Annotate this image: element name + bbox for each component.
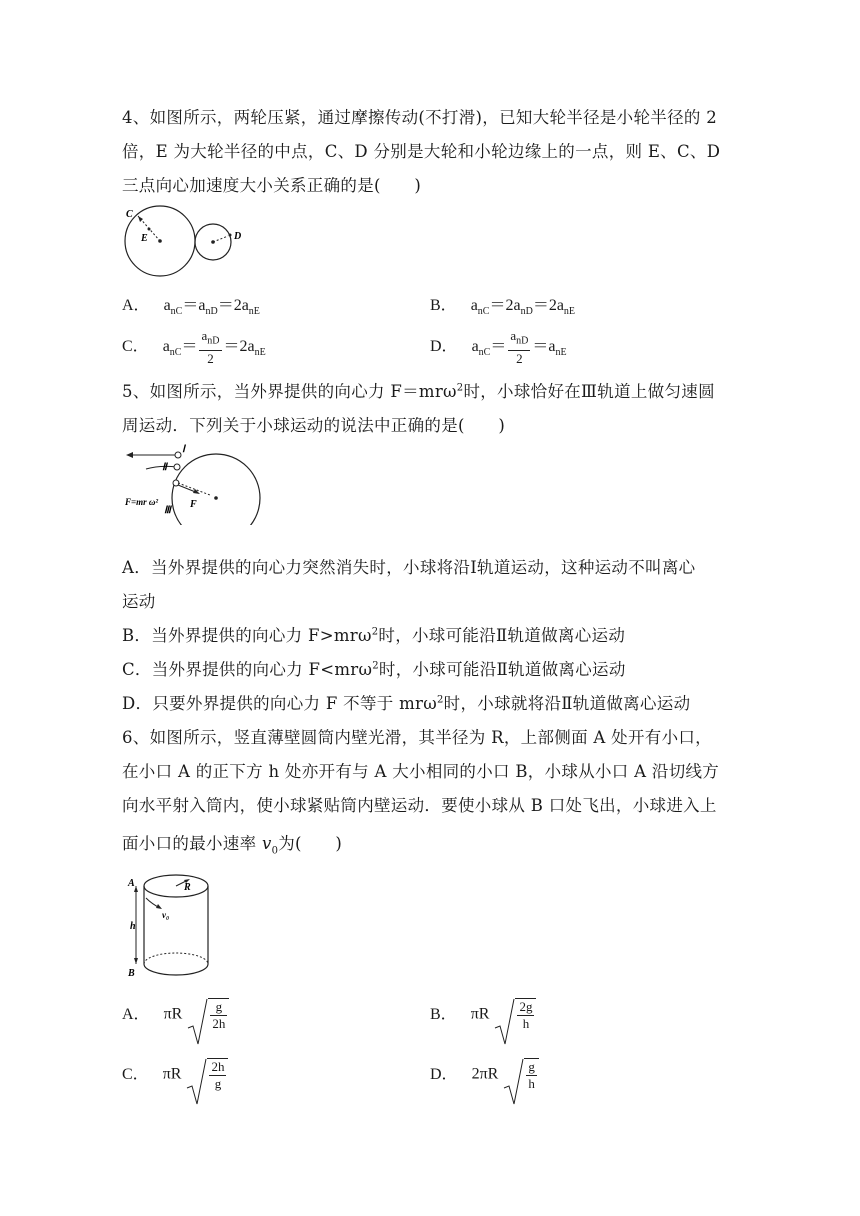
q5-option-a-line-1[interactable]: A．当外界提供的向心力突然消失时，小球将沿Ⅰ轨道运动，这种运动不叫离心 [122,558,696,577]
svg-text:R: R [184,882,191,893]
svg-text:Ⅲ: Ⅲ [164,505,171,516]
svg-text:v₀: v₀ [162,910,170,920]
q6-stem-line-4: 面小口的最小速率 $v_0$为( ) [122,834,343,857]
fraction: $\frac{a_{nD}}{2}$ [510,328,529,366]
q5-option-c[interactable]: C．当外界提供的向心力 F<mrω$^2$时，小球可能沿Ⅱ轨道做离心运动 [122,660,626,679]
q4-option-c[interactable]: C． $a_{nC}=$ $\frac{a_{nD}}{2}$ $=2a_{nE}$ [122,328,266,366]
label-d: D [234,231,242,242]
q6-option-d[interactable]: D． 2πR $\frac{g}{h}$ [430,1058,539,1092]
label-c: C [126,209,133,220]
sqrt-symbol: $\frac{g}{h}$ [502,1058,539,1092]
svg-text:h: h [130,921,136,932]
q5-stem-line-1: 5、如图所示，当外界提供的向心力 F＝mrω$^2$时，小球恰好在Ⅲ轨道上做匀速圆 [122,382,715,401]
q6-option-c[interactable]: C． πR $\frac{2h}{g}$ [122,1058,228,1092]
q5-option-b[interactable]: B．当外界提供的向心力 F>mrω$^2$时，小球可能沿Ⅱ轨道做离心运动 [122,626,626,645]
sqrt-symbol: $\frac{2h}{g}$ [185,1058,228,1092]
svg-text:F=mr ω²: F=mr ω² [125,497,159,507]
q4-stem-line-2: 倍，E 为大轮半径的中点，C、D 分别是大轮和小轮边缘上的一点，则 E、C、D [122,142,721,161]
q4-figure-wheels [118,203,248,283]
q5-option-a-line-2[interactable]: 运动 [122,592,156,611]
svg-text:Ⅰ: Ⅰ [182,444,185,455]
q5-option-d[interactable]: D．只要外界提供的向心力 F 不等于 mrω$^2$时，小球就将沿Ⅱ轨道做离心运动 [122,694,691,713]
q4-stem-line-3: 三点向心加速度大小关系正确的是( ) [122,176,422,195]
q6-stem-line-3: 向水平射入筒内，使小球紧贴筒内壁运动．要使小球从 B 口处飞出，小球进入上 [122,796,717,815]
svg-text:F: F [190,499,197,510]
svg-text:Ⅱ: Ⅱ [162,462,167,473]
q4-option-b[interactable]: B． $a_{nC}=2a_{nD}=2a_{nE}$ [430,297,576,318]
svg-text:A: A [128,878,135,889]
q5-stem-line-2: 周运动．下列关于小球运动的说法中正确的是( ) [122,416,506,435]
q6-figure-cylinder [126,872,216,984]
q4-option-d[interactable]: D． $a_{nC}=$ $\frac{a_{nD}}{2}$ $=a_{nE}$ [430,328,567,366]
sqrt-symbol: $\frac{2g}{h}$ [493,998,536,1032]
q5-figure-orbits [120,443,270,529]
q6-stem-line-1: 6、如图所示，竖直薄壁圆筒内壁光滑，其半径为 R，上部侧面 A 处开有小口， [122,728,712,747]
q4-option-a[interactable]: A． $a_{nC}=a_{nD}=2a_{nE}$ [122,297,260,318]
sqrt-symbol: $\frac{g}{2h}$ [186,998,229,1032]
q6-option-b[interactable]: B． πR $\frac{2g}{h}$ [430,998,536,1032]
q4-stem-line-1: 4、如图所示，两轮压紧，通过摩擦传动(不打滑)，已知大轮半径是小轮半径的 2 [122,108,718,127]
fraction: $\frac{a_{nD}}{2}$ [201,328,220,366]
svg-text:B: B [128,968,135,979]
q6-option-a[interactable]: A． πR $\frac{g}{2h}$ [122,998,229,1032]
q6-stem-line-2: 在小口 A 的正下方 h 处亦开有与 A 大小相同的小口 B，小球从小口 A 沿切线方 [122,762,720,781]
label-e: E [141,233,148,244]
